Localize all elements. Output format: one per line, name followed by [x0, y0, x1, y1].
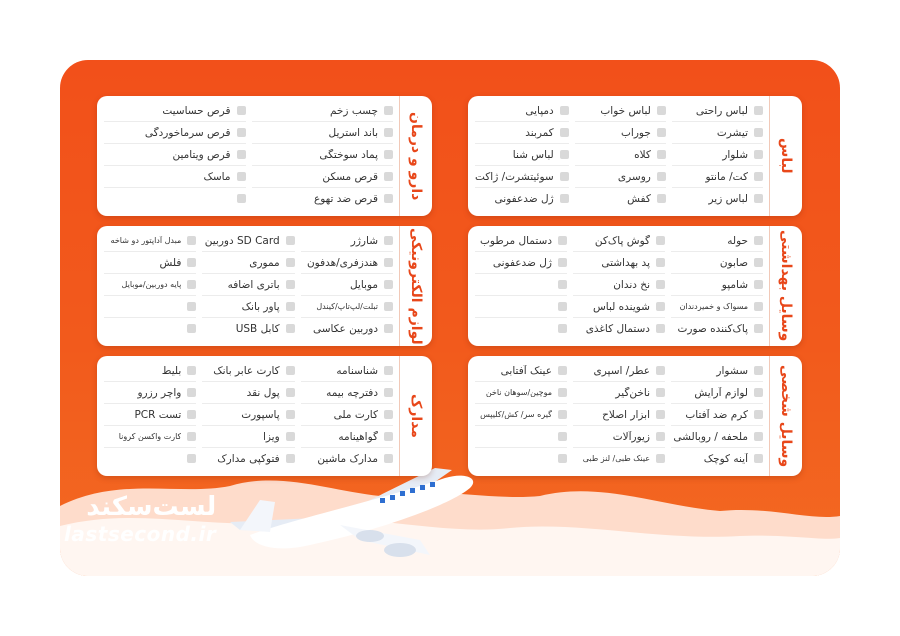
checklist-item[interactable]	[104, 252, 196, 274]
checklist-item-label: پاور بانک	[241, 300, 280, 313]
checkbox[interactable]	[286, 410, 295, 419]
checkbox[interactable]	[237, 150, 246, 159]
checklist-item[interactable]	[202, 360, 294, 382]
section-columns	[472, 230, 766, 342]
checkbox[interactable]	[286, 302, 295, 311]
brand-name-fa: لست‌سکند	[86, 492, 217, 522]
checkbox[interactable]	[384, 106, 393, 115]
checklist-column	[671, 360, 763, 472]
checklist-item-label: ناخن‌گیر	[615, 386, 650, 399]
checklist-item-label: آینه کوچک	[703, 452, 748, 465]
checklist-item-label: قرص ویتامین	[172, 148, 231, 161]
checklist-item-label: ابزار اصلاح	[602, 408, 650, 421]
checklist-item[interactable]	[475, 448, 567, 469]
checklist-item-label: ژل ضدعفونی	[494, 192, 554, 205]
checklist-item-label: کارت عابر بانک	[213, 364, 280, 377]
checkbox[interactable]	[558, 432, 567, 441]
checklist-item[interactable]	[672, 144, 763, 166]
checklist-item-label: لوازم آرایش	[694, 386, 748, 399]
checkbox[interactable]	[754, 324, 763, 333]
checklist-item[interactable]	[301, 382, 393, 404]
checkbox[interactable]	[187, 258, 196, 267]
checklist-item-label: قرص حساسیت	[162, 104, 231, 117]
checkbox[interactable]	[286, 236, 295, 245]
checkbox[interactable]	[237, 128, 246, 137]
section-columns	[101, 360, 396, 472]
checkbox[interactable]	[286, 366, 295, 375]
checklist-item[interactable]	[575, 122, 666, 144]
checklist-column	[573, 230, 665, 342]
checklist-item-label: قرص ضد تهوع	[313, 192, 378, 205]
checklist-item[interactable]	[475, 122, 569, 144]
checkbox[interactable]	[558, 388, 567, 397]
checkbox[interactable]	[286, 280, 295, 289]
checklist-column	[104, 230, 196, 342]
checklist-item[interactable]	[671, 274, 763, 296]
checkbox[interactable]	[384, 388, 393, 397]
checklist-item-label: گواهینامه	[338, 430, 378, 443]
section-title: وسایل بهداشتی	[778, 230, 794, 342]
checklist-item[interactable]	[671, 252, 763, 274]
checklist-item-label: حوله	[727, 234, 748, 247]
checklist-item[interactable]	[475, 296, 567, 318]
checklist-item[interactable]	[672, 188, 763, 209]
checkbox[interactable]	[384, 236, 393, 245]
checklist-item[interactable]	[104, 122, 246, 144]
checklist-item[interactable]	[671, 448, 763, 469]
checkbox[interactable]	[558, 302, 567, 311]
checkbox[interactable]	[558, 280, 567, 289]
checklist-item-label: لباس زیر	[708, 192, 748, 205]
checklist-item[interactable]	[202, 448, 294, 469]
section-columns	[472, 360, 766, 472]
checklist-item-label: تست PCR	[134, 408, 182, 421]
checkbox[interactable]	[286, 388, 295, 397]
checklist-item-label: ژل ضدعفونی	[492, 256, 552, 269]
section-title-bar	[399, 356, 432, 476]
checkbox[interactable]	[754, 388, 763, 397]
checklist-item-label: کارت واکسن کرونا	[118, 432, 182, 441]
section-title: مدارک	[408, 394, 424, 438]
checklist-item-label: هندزفری/هدفون	[306, 256, 378, 269]
section-documents	[97, 356, 432, 476]
section-title-bar	[769, 356, 802, 476]
checkbox[interactable]	[237, 172, 246, 181]
checklist-item-label: لباس خواب	[600, 104, 651, 117]
checklist-item[interactable]	[104, 188, 246, 209]
checklist-item-label: عطر/ اسپری	[593, 364, 650, 377]
checklist-item-label: دوربین عکاسی	[312, 322, 378, 335]
section-title-bar	[769, 96, 802, 216]
checklist-item[interactable]	[301, 426, 393, 448]
checklist-item[interactable]	[252, 188, 394, 209]
section-columns	[472, 100, 766, 212]
checklist-item[interactable]	[671, 230, 763, 252]
checklist-item[interactable]	[301, 404, 393, 426]
checklist-item-label: پد بهداشتی	[601, 256, 650, 269]
checkbox[interactable]	[754, 454, 763, 463]
section-columns	[101, 100, 396, 212]
checklist-item[interactable]	[475, 100, 569, 122]
checklist-item[interactable]	[104, 360, 196, 382]
checklist-item-label: کت/ مانتو	[705, 170, 748, 183]
checklist-column	[252, 100, 394, 212]
section-title: لوازم الکترونیکی	[408, 227, 424, 345]
checklist-item-label: گوش پاک‌کن	[594, 234, 650, 247]
section-electronics	[97, 226, 432, 346]
checkbox[interactable]	[560, 150, 569, 159]
brand-domain: lastsecond.ir	[64, 522, 217, 546]
checklist-item[interactable]	[573, 296, 665, 318]
checklist-item-label: نخ دندان	[613, 278, 650, 291]
checkbox[interactable]	[286, 454, 295, 463]
checklist-item[interactable]	[252, 166, 394, 188]
checkbox[interactable]	[560, 128, 569, 137]
checklist-item[interactable]	[573, 360, 665, 382]
checklist-item[interactable]	[202, 318, 294, 339]
checklist-item[interactable]	[104, 318, 196, 339]
checklist-item-label: دستمال مرطوب	[480, 234, 552, 247]
checklist-item[interactable]	[202, 296, 294, 318]
checklist-item-label: ویزا	[262, 430, 280, 443]
checklist-item[interactable]	[573, 448, 665, 469]
section-title-bar	[399, 96, 432, 216]
checklist-item[interactable]	[202, 230, 294, 252]
section-title-bar	[399, 226, 432, 346]
checklist-item-label: دفترچه بیمه	[326, 386, 378, 399]
checklist-item-label: شوینده لباس	[592, 300, 650, 313]
section-columns	[101, 230, 396, 342]
checklist-item[interactable]	[475, 230, 567, 252]
checklist-item-label: جوراب	[621, 126, 651, 139]
checkbox[interactable]	[384, 150, 393, 159]
checklist-item[interactable]	[573, 252, 665, 274]
checkbox[interactable]	[187, 280, 196, 289]
checklist-item[interactable]	[475, 426, 567, 448]
checkbox[interactable]	[237, 194, 246, 203]
checklist-item-label: پاسپورت	[241, 408, 280, 421]
checklist-item[interactable]	[202, 274, 294, 296]
checklist-item[interactable]	[475, 360, 567, 382]
checklist-item[interactable]	[671, 404, 763, 426]
checklist-item[interactable]	[671, 426, 763, 448]
checkbox[interactable]	[187, 236, 196, 245]
checkbox[interactable]	[558, 258, 567, 267]
checklist-item-label: ماسک	[203, 170, 231, 183]
checklist-item-label: روسری	[617, 170, 651, 183]
checkbox[interactable]	[657, 172, 666, 181]
checklist-column	[202, 360, 294, 472]
checklist-item[interactable]	[202, 404, 294, 426]
checklist-item-label: زیورآلات	[612, 430, 650, 443]
checklist-item[interactable]	[575, 100, 666, 122]
checklist-item[interactable]	[104, 144, 246, 166]
checklist-column	[104, 360, 196, 472]
section-medicine	[97, 96, 432, 216]
checklist-item-label: لباس شنا	[512, 148, 554, 161]
checklist-item[interactable]	[573, 382, 665, 404]
checklist-column	[475, 100, 569, 212]
checkbox[interactable]	[754, 280, 763, 289]
checklist-item-label: شامپو	[721, 278, 748, 291]
checklist-item-label: لباس راحتی	[695, 104, 748, 117]
checklist-item[interactable]	[475, 404, 567, 426]
checkbox[interactable]	[754, 172, 763, 181]
checklist-item[interactable]	[475, 166, 569, 188]
checklist-item[interactable]	[475, 274, 567, 296]
checklist-item[interactable]	[671, 360, 763, 382]
checkbox[interactable]	[384, 324, 393, 333]
checkbox[interactable]	[656, 258, 665, 267]
checklist-item[interactable]	[573, 426, 665, 448]
checkbox[interactable]	[657, 106, 666, 115]
checklist-item[interactable]	[671, 318, 763, 339]
checkbox[interactable]	[384, 366, 393, 375]
checkbox[interactable]	[384, 432, 393, 441]
checklist-item[interactable]	[475, 382, 567, 404]
checklist-item-label: مبدل آداپتور دو شاخه	[110, 236, 182, 245]
section-personal	[468, 356, 802, 476]
checkbox[interactable]	[187, 302, 196, 311]
checkbox[interactable]	[656, 236, 665, 245]
checklist-item-label: عینک طبی/ لنز طبی	[582, 454, 650, 463]
checklist-item-label: دستمال کاغذی	[585, 322, 650, 335]
checkbox[interactable]	[558, 366, 567, 375]
checkbox[interactable]	[187, 366, 196, 375]
checklist-item-label: سوئیتشرت/ ژاکت	[474, 170, 554, 183]
checklist-item[interactable]	[252, 144, 394, 166]
checkbox[interactable]	[384, 280, 393, 289]
checkbox[interactable]	[187, 388, 196, 397]
checklist-item[interactable]	[475, 188, 569, 209]
checklist-item-label: بلیط	[161, 364, 182, 377]
checklist-item-label: واچر رزرو	[137, 386, 182, 399]
section-title: لباس	[778, 138, 794, 174]
checklist-item-label: عینک آفتابی	[500, 364, 552, 377]
checkbox[interactable]	[657, 128, 666, 137]
checklist-item[interactable]	[672, 122, 763, 144]
checklist-item[interactable]	[475, 144, 569, 166]
checklist-item-label: کابل USB	[235, 322, 280, 335]
checklist-item[interactable]	[104, 426, 196, 448]
checklist-item[interactable]	[301, 252, 393, 274]
checkbox[interactable]	[754, 106, 763, 115]
checklist-item[interactable]	[104, 382, 196, 404]
checklist-item-label: باتری اضافه	[227, 278, 280, 291]
checkbox[interactable]	[656, 366, 665, 375]
checklist-item[interactable]	[301, 274, 393, 296]
checkbox[interactable]	[187, 432, 196, 441]
checklist-item[interactable]	[104, 166, 246, 188]
checklist-item-label: پاک‌کننده صورت	[677, 322, 748, 335]
checkbox[interactable]	[384, 410, 393, 419]
checklist-item-label: گیره سر/ کش/کلیپس	[480, 410, 552, 419]
checklist-item-label: شناسنامه	[336, 364, 378, 377]
checklist-item-label: باند استریل	[328, 126, 378, 139]
checklist-item-label: پایه دوربین/موبایل	[121, 280, 182, 289]
checklist-item-label: فلش	[159, 256, 182, 269]
checklist-item[interactable]	[301, 296, 393, 318]
checklist-item-label: مسواک و خمیردندان	[679, 302, 748, 311]
checklist-item[interactable]	[575, 166, 666, 188]
section-hygiene	[468, 226, 802, 346]
checklist-item-label: شلوار	[722, 148, 748, 161]
checklist-item-label: موبایل	[349, 278, 378, 291]
checklist-item-label: صابون	[719, 256, 748, 269]
checkbox[interactable]	[754, 432, 763, 441]
section-clothes	[468, 96, 802, 216]
checklist-item-label: مدارک ماشین	[317, 452, 378, 465]
checklist-item-label: پماد سوختگی	[319, 148, 378, 161]
checklist-item[interactable]	[104, 296, 196, 318]
checkbox[interactable]	[754, 366, 763, 375]
checkbox[interactable]	[656, 432, 665, 441]
checklist-column	[573, 360, 665, 472]
checklist-item[interactable]	[671, 382, 763, 404]
checkbox[interactable]	[384, 302, 393, 311]
checklist-item[interactable]	[573, 318, 665, 339]
checklist-column	[104, 100, 246, 212]
checkbox[interactable]	[558, 236, 567, 245]
checklist-item-label: قرص مسکن	[322, 170, 378, 183]
checkbox[interactable]	[656, 324, 665, 333]
checkbox[interactable]	[237, 106, 246, 115]
checklist-item-label: کمربند	[525, 126, 554, 139]
checklist-item-label: دمپایی	[525, 104, 554, 117]
checklist-item-label: تیشرت	[716, 126, 748, 139]
checklist-item[interactable]	[202, 426, 294, 448]
checklist-item-label: کرم ضد آفتاب	[685, 408, 748, 421]
checklist-item[interactable]	[104, 230, 196, 252]
checklist-item[interactable]	[573, 274, 665, 296]
checkbox[interactable]	[560, 106, 569, 115]
checkbox[interactable]	[656, 454, 665, 463]
checklist-item[interactable]	[252, 100, 394, 122]
checklist-item[interactable]	[301, 448, 393, 469]
checklist-item[interactable]	[104, 100, 246, 122]
checklist-item[interactable]	[573, 404, 665, 426]
checkbox[interactable]	[384, 128, 393, 137]
checkbox[interactable]	[657, 194, 666, 203]
checklist-item[interactable]	[475, 252, 567, 274]
checkbox[interactable]	[656, 280, 665, 289]
checklist-column	[672, 100, 763, 212]
checklist-item[interactable]	[672, 166, 763, 188]
checklist-item-label: کارت ملی	[333, 408, 378, 421]
checklist-item-label: فتوکپی مدارک	[217, 452, 280, 465]
checkbox[interactable]	[187, 454, 196, 463]
checklist-column	[475, 360, 567, 472]
checklist-item-label: سشوار	[716, 364, 748, 377]
checklist-item-label: قرص سرماخوردگی	[144, 126, 231, 139]
checklist-item[interactable]	[301, 230, 393, 252]
brand-logo	[64, 492, 216, 546]
checkbox[interactable]	[754, 150, 763, 159]
checkbox[interactable]	[384, 454, 393, 463]
section-title: وسایل شخصی	[778, 364, 794, 468]
checkbox[interactable]	[558, 454, 567, 463]
section-title-bar	[769, 226, 802, 346]
checklist-column	[301, 230, 393, 342]
checkbox[interactable]	[754, 410, 763, 419]
checklist-item[interactable]	[104, 404, 196, 426]
checklist-item[interactable]	[573, 230, 665, 252]
checkbox[interactable]	[384, 258, 393, 267]
checklist-item-label: تبلت/لپ‌تاپ/کیندل	[316, 302, 378, 311]
checklist-item[interactable]	[301, 318, 393, 339]
checkbox[interactable]	[286, 258, 295, 267]
checkbox[interactable]	[560, 172, 569, 181]
checklist-item[interactable]	[575, 188, 666, 209]
checklist-item-label: چسب زخم	[329, 104, 378, 117]
checkbox[interactable]	[187, 324, 196, 333]
checklist-column	[575, 100, 666, 212]
checklist-item[interactable]	[104, 448, 196, 469]
checklist-item[interactable]	[104, 274, 196, 296]
checklist-item[interactable]	[475, 318, 567, 339]
checklist-item[interactable]	[672, 100, 763, 122]
checkbox[interactable]	[187, 410, 196, 419]
checklist-item-label: کفش	[627, 192, 651, 205]
checkbox[interactable]	[656, 302, 665, 311]
checkbox[interactable]	[657, 150, 666, 159]
checklist-column	[202, 230, 294, 342]
checkbox[interactable]	[384, 172, 393, 181]
checklist-item-label: مموری	[249, 256, 280, 269]
checklist-item[interactable]	[202, 382, 294, 404]
checkbox[interactable]	[656, 410, 665, 419]
checkbox[interactable]	[286, 324, 295, 333]
checklist-item[interactable]	[575, 144, 666, 166]
checkbox[interactable]	[754, 236, 763, 245]
checklist-column	[671, 230, 763, 342]
checklist-item[interactable]	[671, 296, 763, 318]
section-title: دارو و درمان	[408, 111, 424, 201]
checkbox[interactable]	[754, 302, 763, 311]
checklist-item-label: ملحفه / روبالشی	[673, 430, 748, 443]
checklist-item-label: شارژر	[350, 234, 378, 247]
checkbox[interactable]	[286, 432, 295, 441]
checkbox[interactable]	[560, 194, 569, 203]
checkbox[interactable]	[754, 194, 763, 203]
checklist-column	[301, 360, 393, 472]
checkbox[interactable]	[754, 258, 763, 267]
checkbox[interactable]	[558, 410, 567, 419]
checklist-item[interactable]	[202, 252, 294, 274]
checkbox[interactable]	[656, 388, 665, 397]
checklist-item-label: کلاه	[634, 148, 651, 161]
checklist-item[interactable]	[301, 360, 393, 382]
checkbox[interactable]	[558, 324, 567, 333]
checklist-item-label: موچین/سوهان ناخن	[485, 388, 552, 397]
checkbox[interactable]	[754, 128, 763, 137]
checklist-item[interactable]	[252, 122, 394, 144]
checklist-item-label: پول نقد	[246, 386, 280, 399]
checklist-item-label: SD Card دوربین	[204, 234, 280, 247]
checkbox[interactable]	[384, 194, 393, 203]
checklist-column	[475, 230, 567, 342]
